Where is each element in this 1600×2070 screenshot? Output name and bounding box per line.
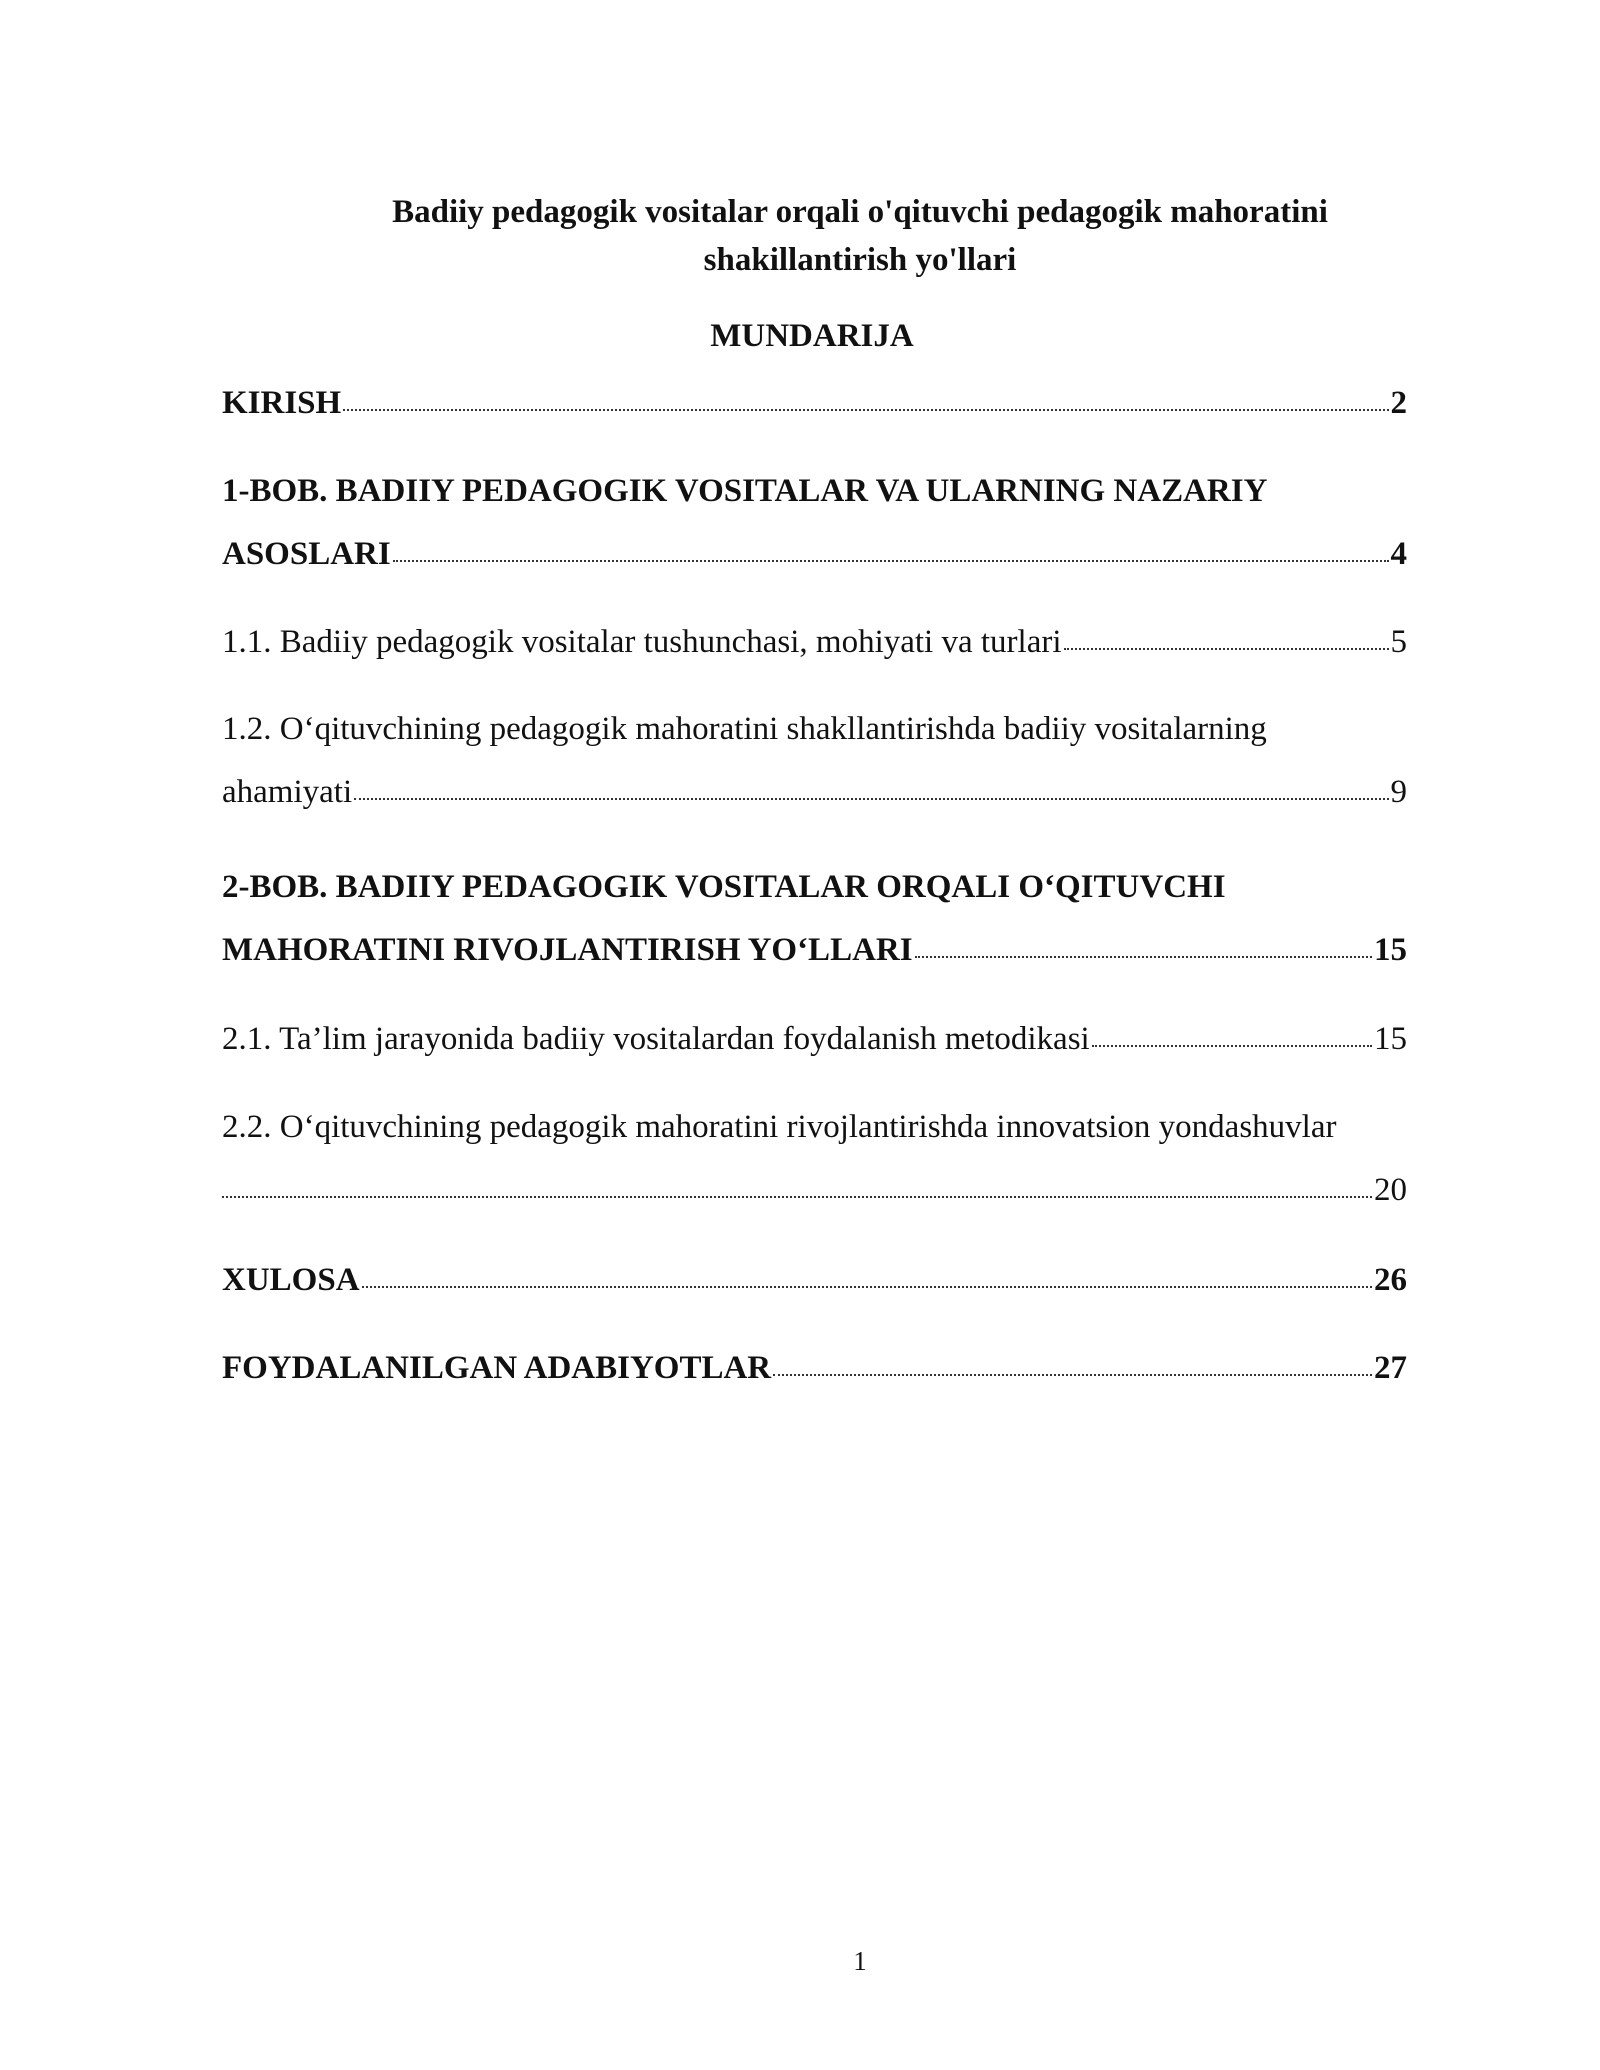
toc-label-bob-2-line-1: 2-BOB. BADIIY PEDAGOGIK VOSITALAR ORQALI O‘QITUVCHI [222, 869, 1226, 905]
toc-entry-adabiyotlar [222, 1337, 1407, 1400]
toc-entry-2-2 [222, 1096, 1407, 1222]
toc-label-adabiyotlar: FOYDALANILGAN ADABIYOTLAR [222, 1350, 772, 1386]
dot-leader [773, 1374, 1372, 1376]
toc-page-kirish: 2 [1390, 385, 1407, 421]
toc-entry-bob-2 [222, 856, 1407, 982]
document-title-line-2: shakillantirish yo'llari [703, 242, 1017, 278]
dot-leader [222, 1196, 1372, 1198]
dot-leader [915, 956, 1372, 958]
toc-label-1-1: 1.1. Badiiy pedagogik vositalar tushunchasi, mohiyati va turlari [222, 624, 1062, 660]
toc-page-bob-1: 4 [1390, 536, 1407, 572]
toc-label-1-2-line-1: 1.2. O‘qituvchining pedagogik mahoratini shakllantirishda badiiy vositalarning [222, 711, 1267, 747]
toc-label-bob-1-line-2: ASOSLARI [222, 536, 391, 572]
toc-entry-1-2 [222, 698, 1407, 824]
toc-page-adabiyotlar: 27 [1374, 1350, 1407, 1386]
toc-label-1-2-line-2: ahamiyati [222, 774, 353, 810]
toc-entry-bob-1 [222, 460, 1407, 586]
toc-page-2-1: 15 [1374, 1021, 1407, 1057]
toc-page-1-1: 5 [1390, 624, 1407, 660]
toc-page-2-2: 20 [1374, 1172, 1407, 1208]
dot-leader [354, 798, 1388, 800]
dot-leader [362, 1286, 1372, 1288]
dot-leader [1092, 1045, 1372, 1047]
toc-label-kirish: KIRISH [222, 385, 342, 421]
document-title [300, 188, 1420, 284]
dot-leader [393, 560, 1389, 562]
toc-label-bob-2-line-2: MAHORATINI RIVOJLANTIRISH YO‘LLARI [222, 932, 913, 968]
toc-label-2-2-line-1: 2.2. O‘qituvchining pedagogik mahoratini rivojlantirishda innovatsion yondashuvlar [222, 1109, 1337, 1145]
toc-label-2-1: 2.1. Ta’lim jarayonida badiiy vositalardan foydalanish metodikasi [222, 1021, 1090, 1057]
toc-entry-kirish [222, 372, 1407, 435]
toc-page-1-2: 9 [1390, 774, 1407, 810]
page-number: 1 [853, 1946, 867, 1976]
document-title-line-1: Badiiy pedagogik vositalar orqali o'qituvchi pedagogik mahoratini [392, 194, 1328, 230]
toc-entry-2-1 [222, 1008, 1407, 1071]
dot-leader [343, 409, 1388, 411]
toc-label-bob-1-line-1: 1-BOB. BADIIY PEDAGOGIK VOSITALAR VA ULARNING NAZARIY [222, 473, 1268, 509]
toc-entry-1-1 [222, 611, 1407, 674]
toc-page-xulosa: 26 [1374, 1262, 1407, 1298]
dot-leader [1064, 648, 1389, 650]
toc-entry-xulosa [222, 1249, 1407, 1312]
toc-heading: MUNDARIJA [710, 318, 914, 354]
toc-page-bob-2: 15 [1374, 932, 1407, 968]
toc-label-xulosa: XULOSA [222, 1262, 360, 1298]
